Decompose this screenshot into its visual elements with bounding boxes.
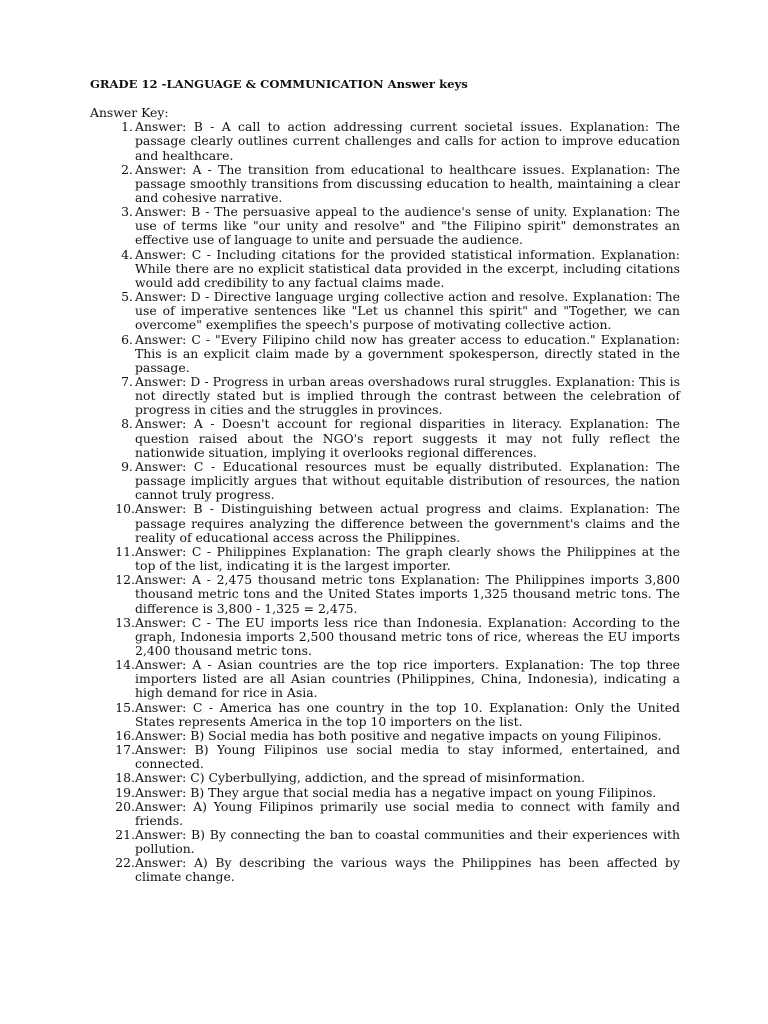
answer-number: 15. <box>115 699 135 715</box>
answer-text: Answer: D - Directive language urging collective action and resolve. Explanation: The use of imperative sentences like "Let us channel this spirit" and "Together, we can overcome" exemplifies the speech's purpose of motivating collective action. <box>135 289 680 333</box>
answer-text: Answer: C - Philippines Explanation: The graph clearly shows the Philippines at the top of the list, indicating it is the largest importer. <box>135 543 680 574</box>
answer-number: 4. <box>121 246 133 262</box>
answer-text: Answer: A - Doesn't account for regional disparities in literacy. Explanation: The question raised about the NGO's report suggests it may not fully reflect the nationwide situation, implying it overlooks regional differences. <box>135 416 680 460</box>
answer-text: Answer: D - Progress in urban areas overshadows rural struggles. Explanation: This is not directly stated but is implied through the contrast between the celebration of progress in cities and the struggles in provinces. <box>135 374 680 418</box>
answer-text: Answer: B) Young Filipinos use social media to stay informed, entertained, and connected. <box>135 742 680 772</box>
answer-number: 11. <box>115 543 135 559</box>
document-title: GRADE 12 -LANGUAGE & COMMUNICATION Answer keys <box>90 77 468 91</box>
document-page <box>90 77 680 885</box>
answer-text: Answer: A - Asian countries are the top rice importers. Explanation: The top three importers listed are all Asian countries (Philippines, China, Indonesia), indicating a high demand for rice in Asia. <box>135 657 680 701</box>
answer-item <box>90 502 680 544</box>
answer-key-heading: Answer Key: <box>90 105 169 120</box>
answer-item <box>90 800 680 828</box>
answer-item <box>90 290 680 332</box>
answer-number: 13. <box>115 614 135 630</box>
answer-text: Answer: C - "Every Filipino child now has greater access to education." Explanation: This is an explicit claim made by a government spokesperson, directly stated in the passage. <box>135 331 680 375</box>
answer-number: 19. <box>115 784 135 800</box>
answer-text: Answer: C - Including citations for the provided statistical information. Explanation: While there are no explicit statistical data provided in the excerpt, including citations would add credibility to any factual claims made. <box>135 246 680 290</box>
answer-item <box>90 545 680 573</box>
answer-item <box>90 701 680 729</box>
answer-number: 3. <box>121 204 133 220</box>
answer-item <box>90 163 680 205</box>
answer-number: 18. <box>115 770 135 786</box>
answer-text: Answer: C) Cyberbullying, addiction, and the spread of misinformation. <box>135 770 585 786</box>
answer-number: 21. <box>115 827 135 843</box>
answer-item <box>90 205 680 247</box>
answer-text: Answer: A) Young Filipinos primarily use social media to connect with family and friends. <box>135 798 680 828</box>
answer-item <box>90 333 680 375</box>
answer-number: 7. <box>121 374 133 390</box>
answer-item <box>90 460 680 502</box>
answer-text: Answer: B - The persuasive appeal to the audience's sense of unity. Explanation: The use of terms like "our unity and resolve" and "the Filipino spirit" demonstrates an effective use of language to unite and persuade the audience. <box>135 204 680 248</box>
answer-number: 9. <box>121 458 133 474</box>
answer-item <box>90 856 680 884</box>
answer-item <box>90 417 680 459</box>
answer-text: Answer: B) Social media has both positive and negative impacts on young Filipinos. <box>135 727 662 743</box>
answer-number: 2. <box>121 161 133 177</box>
answer-number: 20. <box>115 798 135 814</box>
answer-item <box>90 729 680 743</box>
answer-text: Answer: C - The EU imports less rice than Indonesia. Explanation: According to the graph, Indonesia imports 2,500 thousand metric tons of rice, whereas the EU imports 2,400 thousand metric tons. <box>135 614 680 658</box>
answer-item <box>90 573 680 615</box>
answer-number: 8. <box>121 416 133 432</box>
answer-number: 12. <box>115 572 135 588</box>
answer-text: Answer: B - Distinguishing between actual progress and claims. Explanation: The passage requires analyzing the difference between the government's claims and the reality of educational access across the Philippines. <box>135 501 680 545</box>
answer-item <box>90 248 680 290</box>
answer-number: 5. <box>121 289 133 305</box>
answer-number: 22. <box>115 855 135 871</box>
answer-text: Answer: A - The transition from educational to healthcare issues. Explanation: The passage smoothly transitions from discussing education to health, maintaining a clear and cohesive narrative. <box>135 161 680 205</box>
answer-text: Answer: C - America has one country in the top 10. Explanation: Only the United States represents America in the top 10 importers on the list. <box>135 699 680 729</box>
answer-item <box>90 658 680 700</box>
answer-text: Answer: B - A call to action addressing current societal issues. Explanation: The passage clearly outlines current challenges and calls for action to improve education and healthcare. <box>135 119 680 163</box>
answer-number: 16. <box>115 727 135 743</box>
answer-number: 6. <box>121 331 133 347</box>
answer-number: 10. <box>115 501 135 517</box>
answer-text: Answer: B) By connecting the ban to coastal communities and their experiences with pollution. <box>135 827 680 857</box>
answer-text: Answer: B) They argue that social media has a negative impact on young Filipinos. <box>135 784 657 800</box>
answer-item <box>90 120 680 162</box>
answer-text: Answer: A) By describing the various ways the Philippines has been affected by climate change. <box>135 855 680 885</box>
answer-item <box>90 743 680 771</box>
answer-item <box>90 375 680 417</box>
answer-text: Answer: A - 2,475 thousand metric tons Explanation: The Philippines imports 3,800 thousand metric tons and the United States imports 1,325 thousand metric tons. The difference is 3,800 - 1,325 = 2,475. <box>135 572 680 616</box>
answer-text: Answer: C - Educational resources must be equally distributed. Explanation: The passage implicitly argues that without equitable distribution of resources, the nation cannot truly progress. <box>135 458 680 503</box>
answer-list <box>90 120 680 884</box>
answer-item <box>90 828 680 856</box>
answer-number: 17. <box>115 742 135 758</box>
answer-number: 14. <box>115 657 135 673</box>
answer-item <box>90 771 680 785</box>
answer-item <box>90 616 680 658</box>
answer-number: 1. <box>121 119 133 135</box>
answer-item <box>90 786 680 800</box>
